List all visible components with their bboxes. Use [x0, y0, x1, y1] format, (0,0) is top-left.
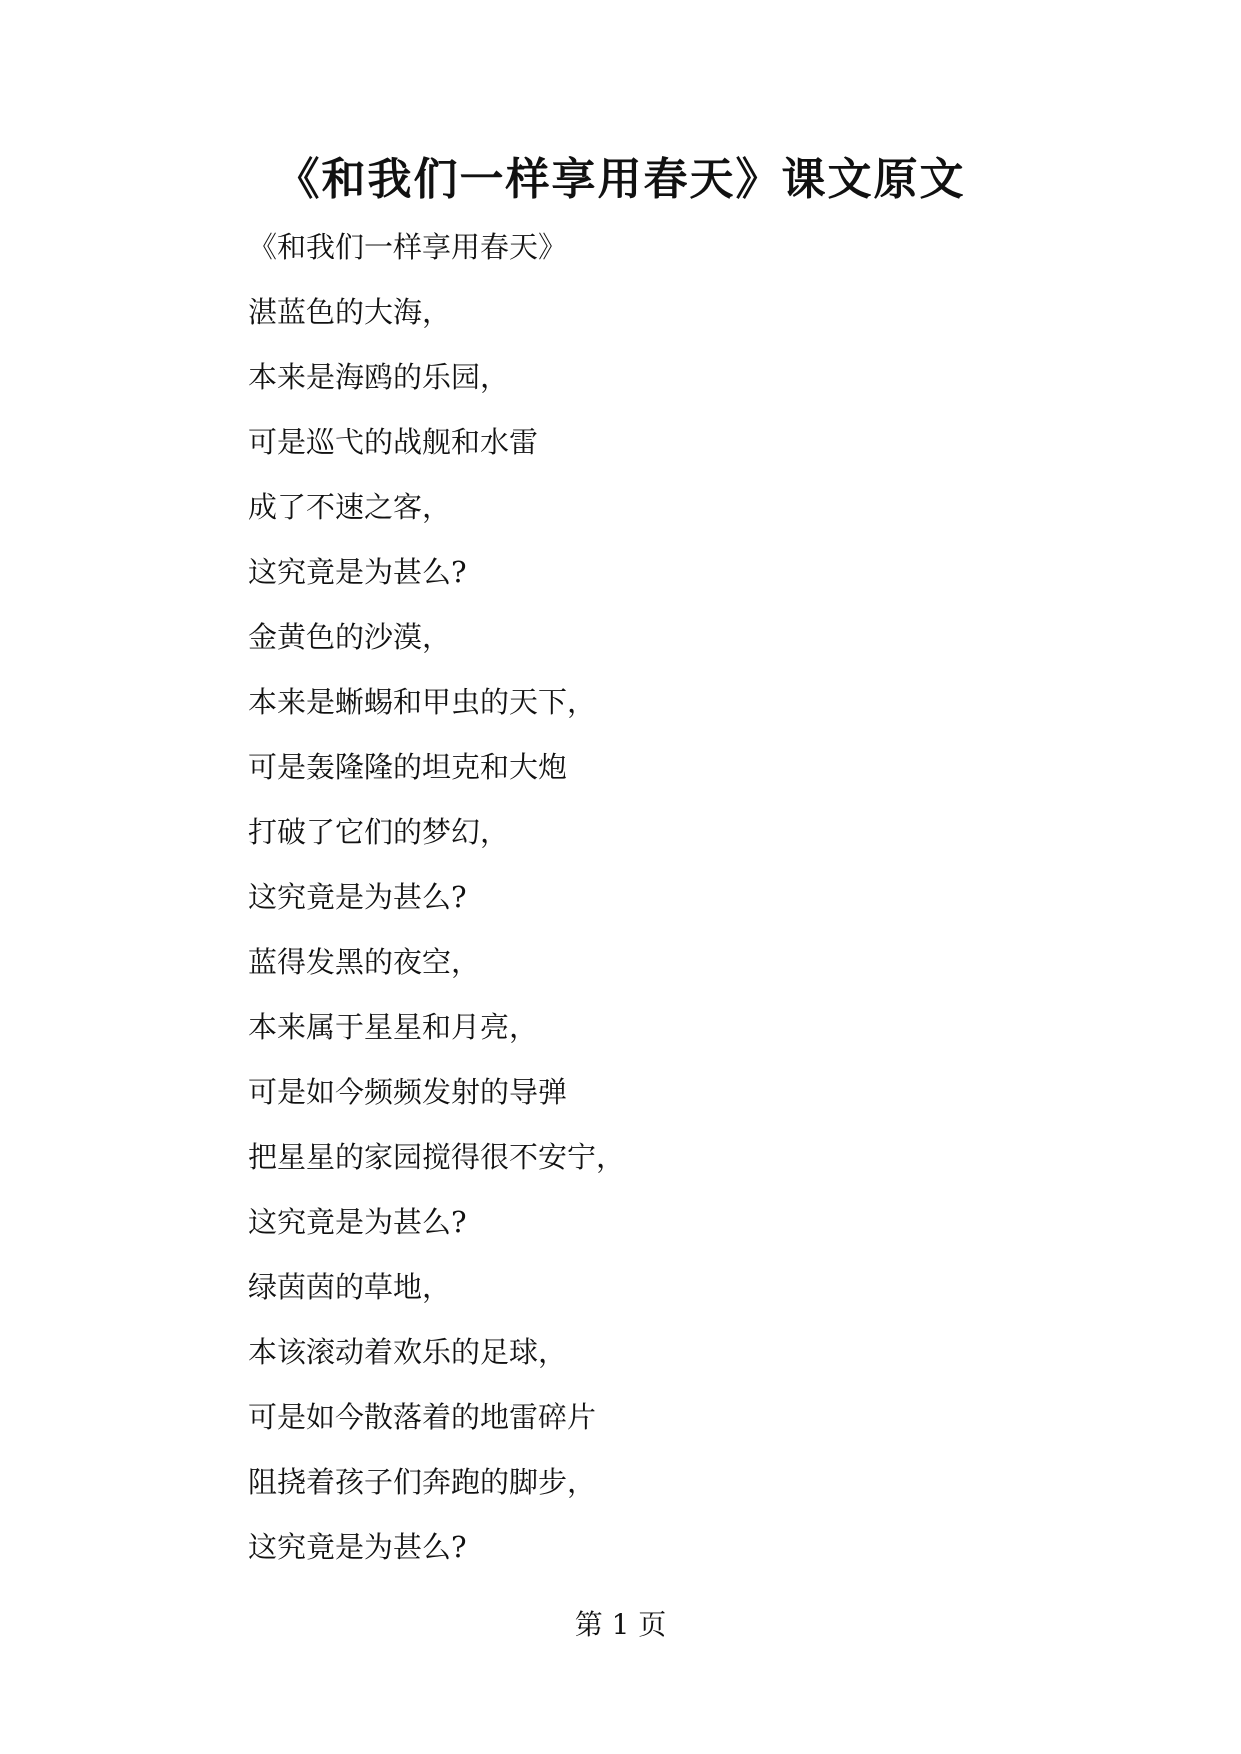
poem-line: 阻挠着孩子们奔跑的脚步， — [248, 1465, 597, 1499]
poem-line: 成了不速之客， — [248, 490, 452, 524]
poem-line: 金黄色的沙漠， — [248, 620, 452, 654]
poem-line: 这究竟是为甚么? — [248, 555, 467, 589]
poem-line: 这究竟是为甚么? — [248, 1530, 467, 1564]
poem-body — [248, 227, 1148, 1592]
page-number: 第 1 页 — [574, 1608, 667, 1641]
poem-line: 这究竟是为甚么? — [248, 1205, 467, 1239]
poem-line: 可是如今散落着的地雷碎片 — [248, 1400, 597, 1434]
poem-line: 本来属于星星和月亮， — [248, 1010, 539, 1044]
poem-line: 可是轰隆隆的坦克和大炮 — [248, 750, 568, 784]
poem-line: 把星星的家园搅得很不安宁， — [248, 1140, 626, 1174]
poem-line: 蓝得发黑的夜空， — [248, 945, 481, 979]
poem-line: 本该滚动着欢乐的足球， — [248, 1335, 568, 1369]
poem-line: 可是巡弋的战舰和水雷 — [248, 425, 539, 459]
document-title: 《和我们一样享用春天》课文原文 — [275, 154, 966, 205]
poem-line: 湛蓝色的大海， — [248, 295, 452, 329]
poem-line: 打破了它们的梦幻， — [248, 815, 510, 849]
poem-line: 《和我们一样享用春天》 — [248, 230, 568, 264]
poem-line: 绿茵茵的草地， — [248, 1270, 452, 1304]
poem-line: 这究竟是为甚么? — [248, 880, 467, 914]
poem-line: 可是如今频频发射的导弹 — [248, 1075, 568, 1109]
poem-line: 本来是海鸥的乐园， — [248, 360, 510, 394]
poem-line: 本来是蜥蜴和甲虫的天下， — [248, 685, 597, 719]
